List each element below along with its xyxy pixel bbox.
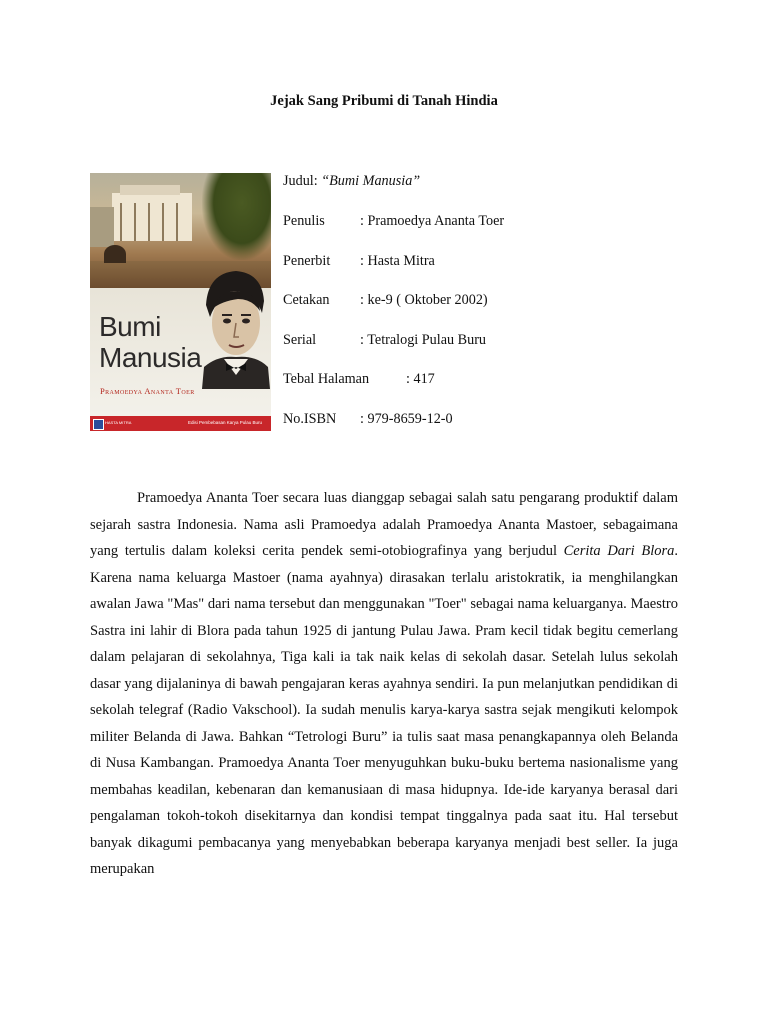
info-label: No.ISBN: [283, 411, 337, 427]
info-value: : 979-8659-12-0: [360, 411, 453, 427]
cover-publisher: HASTA MITRA: [105, 420, 132, 425]
info-value: : Hasta Mitra: [360, 253, 435, 269]
book-title-reference: Cerita Dari Blora: [563, 543, 675, 559]
info-label: Tebal Halaman: [283, 371, 370, 387]
cover-portrait-illustration: [198, 265, 270, 389]
info-label: Judul: [283, 173, 314, 189]
cover-series-note: Edisi Pembebasan Karya Pulau Buru: [188, 420, 263, 425]
book-cover-image: [90, 173, 271, 431]
info-value: : 417: [406, 371, 435, 387]
publisher-logo-icon: [93, 419, 104, 430]
info-judul: Judul: “Bumi Manusia”: [283, 173, 421, 189]
info-label: Cetakan: [283, 292, 330, 308]
body-paragraph: Pramoedya Ananta Toer secara luas dianggap sebagai salah satu pengarang produktif dalam sejarah sastra Indonesia. Nama asli Pramoedya adalah Pramoedya Ananta Mastoer, sebagaimana yang tertulis dalam koleksi cerita pendek semi-otobiografinya yang berjudul Cerita Dari Blora. Karena nama keluarga Mastoer (nama ayahnya) dirasakan terlalu aristokratik, ia menghilangkan awalan Jawa "Mas" dari nama tersebut dan menggunakan "Toer" sebagai nama keluarganya. Maestro Sastra ini lahir di Blora pada tahun 1925 di jantung Pulau Jawa. Pram kecil tidak begitu cemerlang dalam pelajaran di sekolahnya, Tiga kali ia tak naik kelas di sekolah dasar. Setelah lulus sekolah dasar yang dijalaninya di bawah pengajaran keras ayahnya sendiri. Ia pun melanjutkan pendidikan di sekolah telegraf (Radio Vakschool). Ia sudah menulis karya-karya sastra sejak mengikuti kelompok militer Belanda di Jawa. Bahkan “Tetrologi Buru” ia tulis saat masa penangkapannya oleh Belanda di Nusa Kambangan. Pramoedya Ananta Toer menyuguhkan buku-buku bertema nasionalisme yang membahas keadilan, kebenaran dan kemanusiaan di masa hidupnya. Ide-ide karyanya berasal dari pengalaman tokoh-tokoh disekitarnya dan kondisi tempat tinggalnya pada saat itu. Hal tersebut banyak dikagumi pembacanya yang menyebabkan beberapa karyanya menjadi best seller. Ia juga merupakan: [90, 490, 678, 877]
info-value: : Tetralogi Pulau Buru: [360, 332, 487, 348]
cover-title: Bumi Manusia: [99, 311, 202, 373]
info-value: “Bumi Manusia”: [321, 173, 421, 189]
info-value: : ke-9 ( Oktober 2002): [360, 292, 488, 308]
info-label: Serial: [283, 332, 317, 348]
document-title: Jejak Sang Pribumi di Tanah Hindia: [270, 93, 498, 109]
info-value: : Pramoedya Ananta Toer: [360, 213, 505, 229]
info-label: Penerbit: [283, 253, 331, 269]
info-label: Penulis: [283, 213, 325, 229]
cover-author: Pramoedya Ananta Toer: [100, 386, 195, 396]
